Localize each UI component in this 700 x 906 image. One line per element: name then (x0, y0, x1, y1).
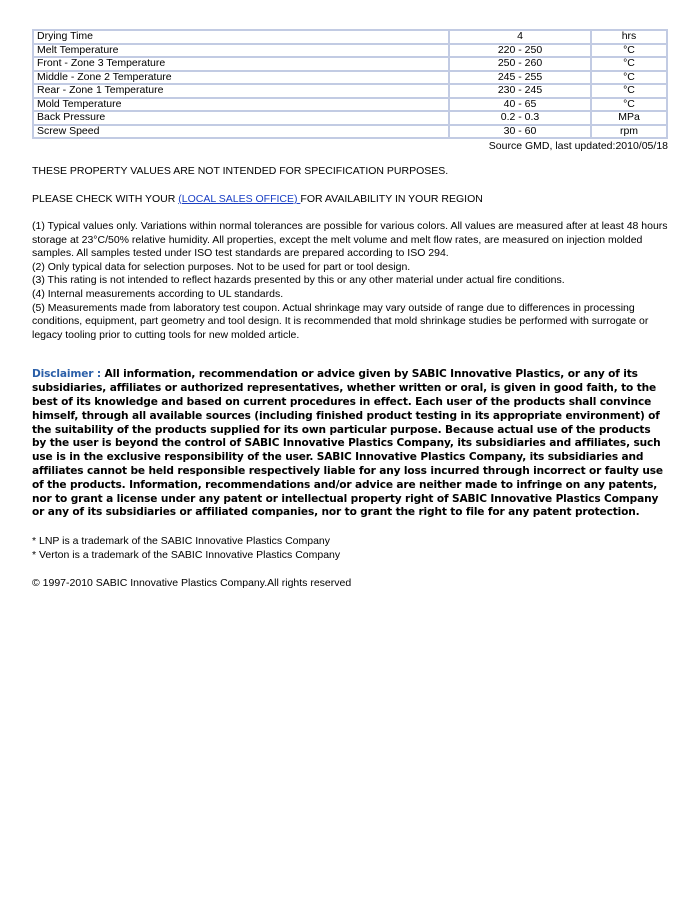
property-unit: rpm (591, 125, 667, 139)
footnote-3: (3) This rating is not intended to reflect hazards presented by this or any other material under actual fire conditions. (32, 274, 565, 287)
property-value: 4 (449, 30, 591, 44)
table-row (33, 84, 667, 98)
property-value: 230 - 245 (449, 84, 591, 98)
local-sales-office-link[interactable]: (LOCAL SALES OFFICE) (178, 193, 301, 205)
property-unit: °C (591, 98, 667, 112)
trademark-verton: * Verton is a trademark of the SABIC Innovative Plastics Company (32, 549, 341, 562)
property-label: Back Pressure (33, 111, 449, 125)
table-row (33, 111, 667, 125)
property-value: 245 - 255 (449, 71, 591, 85)
trademarks (32, 534, 668, 562)
property-label: Rear - Zone 1 Temperature (33, 84, 449, 98)
footnote-2: (2) Only typical data for selection purposes. Not to be used for part or tool design. (32, 260, 411, 273)
footnotes (32, 220, 668, 342)
source-note: Source GMD, last updated:2010/05/18 (488, 140, 668, 152)
property-label: Melt Temperature (33, 44, 449, 58)
property-label: Middle - Zone 2 Temperature (33, 71, 449, 85)
copyright: © 1997-2010 SABIC Innovative Plastics Company.All rights reserved (32, 577, 352, 590)
disclaimer-label: Disclaimer : (32, 368, 105, 381)
table-row (33, 57, 667, 71)
property-label: Screw Speed (33, 125, 449, 139)
footnote-5: (5) Measurements made from laboratory test coupon. Actual shrinkage may vary outside of range due to differences in processing conditions, equipment, part geometry and tool design. It is recommended that mold shrinkage studies be performed with surrogate or legacy tooling prior to cutting tools for new molded article. (32, 301, 649, 341)
table-row (33, 30, 667, 44)
property-value: 30 - 60 (449, 125, 591, 139)
property-label: Front - Zone 3 Temperature (33, 57, 449, 71)
property-unit: °C (591, 57, 667, 71)
availability-suffix: FOR AVAILABILITY IN YOUR REGION (300, 193, 483, 205)
specification-warning: THESE PROPERTY VALUES ARE NOT INTENDED FOR SPECIFICATION PURPOSES. (32, 165, 449, 177)
property-unit: °C (591, 71, 667, 85)
datasheet-page (32, 29, 668, 590)
property-unit: °C (591, 84, 667, 98)
property-label: Mold Temperature (33, 98, 449, 112)
property-value: 0.2 - 0.3 (449, 111, 591, 125)
property-label: Drying Time (33, 30, 449, 44)
availability-notice (32, 193, 668, 206)
property-value: 220 - 250 (449, 44, 591, 58)
footnote-4: (4) Internal measurements according to UL standards. (32, 287, 284, 300)
property-unit: °C (591, 44, 667, 58)
trademark-lnp: * LNP is a trademark of the SABIC Innovative Plastics Company (32, 535, 331, 548)
disclaimer-text: All information, recommendation or advice given by SABIC Innovative Plastics, or any of its subsidiaries, affiliates or authorized representatives, whether written or oral, is given in good faith, to the best of its knowledge and based on current procedures in effect. Each user of the products shall convince himself, through all available sources (including finished product testing in its appropriate environment) of the suitability of the products supplied for its own particular purpose. Because actual use of the products by the user is beyond the control of SABIC Innovative Plastics Company, its subsidiaries and affiliates, such use is in the exclusive responsibility of the user. SABIC Innovative Plastics Company, its subsidiaries and affiliates cannot be held responsible respectively liable for any loss incurred through incorrect or faulty use of the products. Information, recommendations and/or advice are neither made to infringe on any patents, nor to grant a license under any patent or intellectual property right of SABIC Innovative Plastics Company or any of its subsidiaries or affiliated companies, nor to grant the right to file for any patent protection. (32, 368, 663, 519)
table-row (33, 44, 667, 58)
property-unit: hrs (591, 30, 667, 44)
processing-parameters-table (32, 29, 668, 139)
property-unit: MPa (591, 111, 667, 125)
table-row (33, 125, 667, 139)
table-row (33, 98, 667, 112)
availability-prefix: PLEASE CHECK WITH YOUR (32, 193, 179, 205)
footnote-1: (1) Typical values only. Variations within normal tolerances are possible for various colors. All values are measured after at least 48 hours storage at 23°C/50% relative humidity. All properties, except the melt volume and melt flow rates, are measured on injection molded samples. All samples tested under ISO test standards are prepared according to ISO 294. (32, 220, 668, 260)
disclaimer (32, 368, 668, 520)
property-value: 250 - 260 (449, 57, 591, 71)
property-value: 40 - 65 (449, 98, 591, 112)
table-row (33, 71, 667, 85)
